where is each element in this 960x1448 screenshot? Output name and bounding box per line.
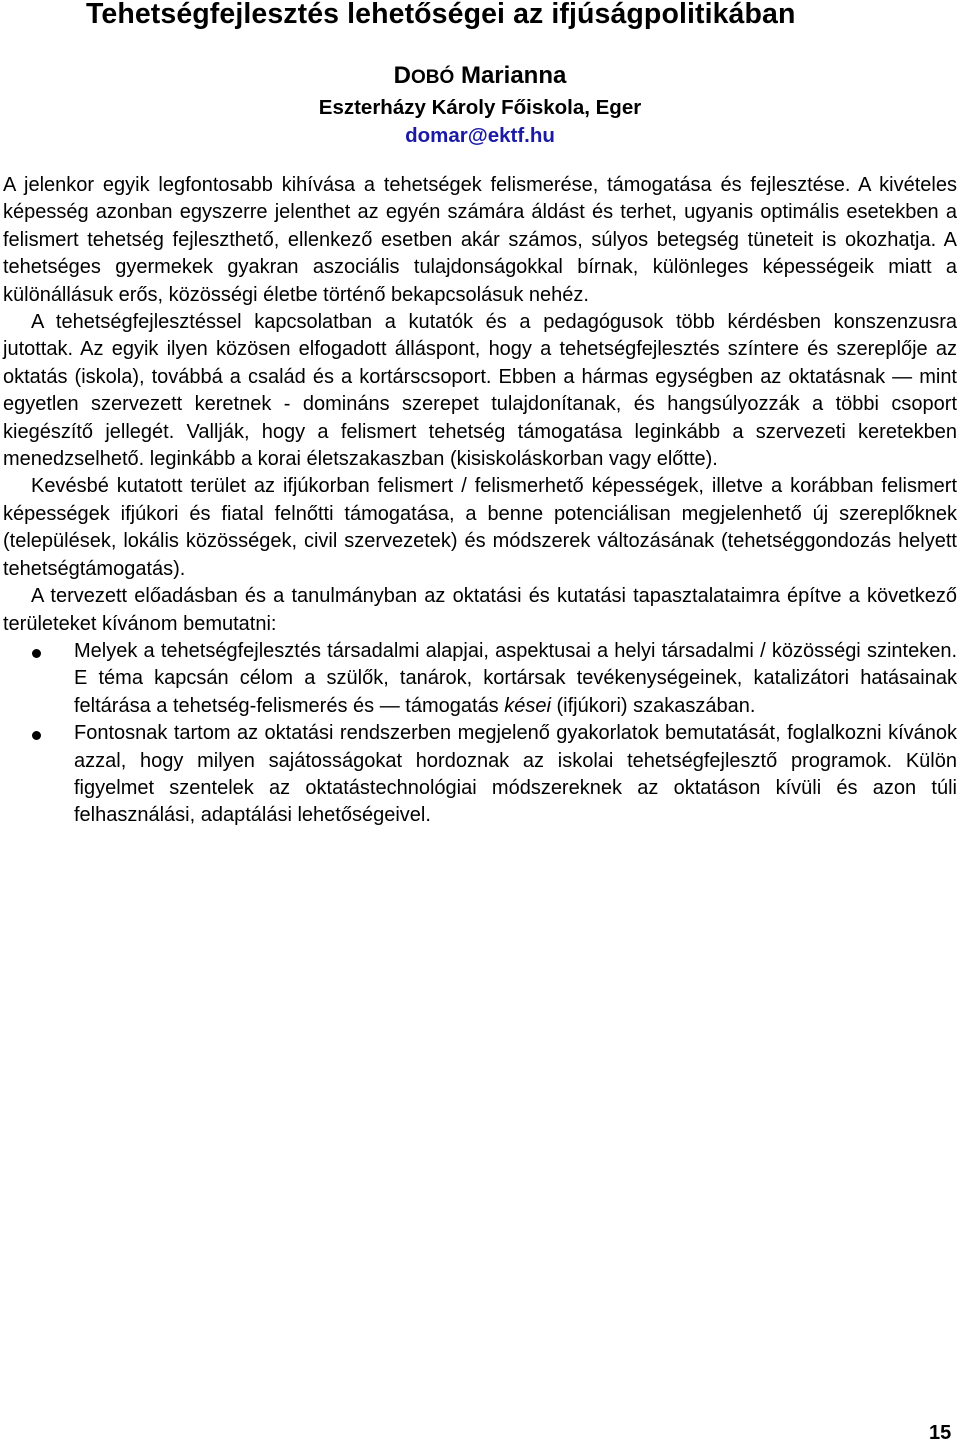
author-surname-rest: OBÓ (411, 67, 455, 88)
bullet-item-1 (3, 638, 957, 720)
paragraph-2: A tehetségfejlesztéssel kapcsolatban a kutatók és a pedagógusok több kérdésben konszenzusra jutottak. Az egyik ilyen közösen elfogadott álláspont, hogy a tehetségfejlesztés színtere és szereplője az oktatás (iskola), továbbá a család és a kortárscsoport. Ebben a hármas egységben az oktatásnak — mint egyetlen szervezett keretnek - domináns szerepet tulajdonítanak, és hangsúlyozzák a többi csoport kiegészítő jellegét. Vallják, hogy a felismert tehetség támogatása leginkább a szervezeti keretekben menedzselhető. leginkább a korai életszakaszban (kisiskoláskorban vagy előtte). (3, 311, 957, 471)
body-text (3, 172, 957, 830)
paragraph-3: Kevésbé kutatott terület az ifjúkorban felismert / felismerhető képességek, illetve a korábban felismert képességek ifjúkori és fiatal felnőtti támogatása, a benne potenciálisan megjelenhető új szereplőknek (települések, lokális közösségek, civil szervezetek) és módszerek változásának (tehetséggondozás helyett tehetségtámogatás). (3, 475, 957, 580)
author-block (0, 60, 960, 150)
bullet-list (3, 638, 957, 830)
bullet-item-1-text-after: (ifjúkori) szakaszában. (550, 694, 756, 717)
paragraph-1: A jelenkor egyik legfontosabb kihívása a tehetségek felismerése, támogatása és fejlesztése. A kivételes képesség azonban egyszerre jelenthet az egyén számára áldást és terhet, ugyanis optimális esetekben a felismert tehetség fejleszthető, ellenkező esetben akár számos, súlyos betegség tüneteit is okozhatja. A tehetséges gyermekek gyakran aszociális tulajdonságokkal bírnak, különleges képességeik miatt a különállásuk erős, közösségi életbe történő bekapcsolásuk nehéz. (3, 174, 957, 306)
bullet-item-1-italic: kései (504, 694, 551, 717)
page-number: 15 (929, 1422, 952, 1444)
author-given-name: Marianna (454, 62, 567, 89)
bullet-item-2-text: Fontosnak tartom az oktatási rendszerben megjelenő gyakorlatok bemutatását, foglalkozni kívánok azzal, hogy milyen sajátosságokat hordoznak az iskolai tehetségfejlesztő programok. Külön figyelmet szentelek az oktatástechnológiai módszereknek az oktatáson kívüli és azon túli felhasználási, adaptálási lehetőségeivel. (74, 722, 957, 827)
paper-title: Tehetségfejlesztés lehetőségei az ifjúságpolitikában (86, 0, 796, 30)
author-surname-initial: D (393, 62, 412, 89)
author-affiliation: Eszterházy Károly Főiskola, Eger (318, 96, 642, 119)
bullet-item-1-text-before: Melyek a tehetségfejlesztés társadalmi alapjai, aspektusai a helyi társadalmi / közösségi szinteken. E téma kapcsán célom a szülők, tanárok, kortársak tevékenységeinek, katalizátori hatásainak feltárása a tehetség-felismerés és — támogatás (74, 639, 957, 717)
bullet-item-2 (3, 720, 957, 830)
bullet-dot-icon (32, 731, 41, 740)
paragraph-4: A tervezett előadásban és a tanulmányban az oktatási és kutatási tapasztalataimra építve a következő területeket kívánom bemutatni: (3, 585, 957, 635)
bullet-dot-icon (32, 649, 41, 658)
author-name (0, 60, 960, 94)
author-email[interactable]: domar@ektf.hu (405, 124, 555, 147)
